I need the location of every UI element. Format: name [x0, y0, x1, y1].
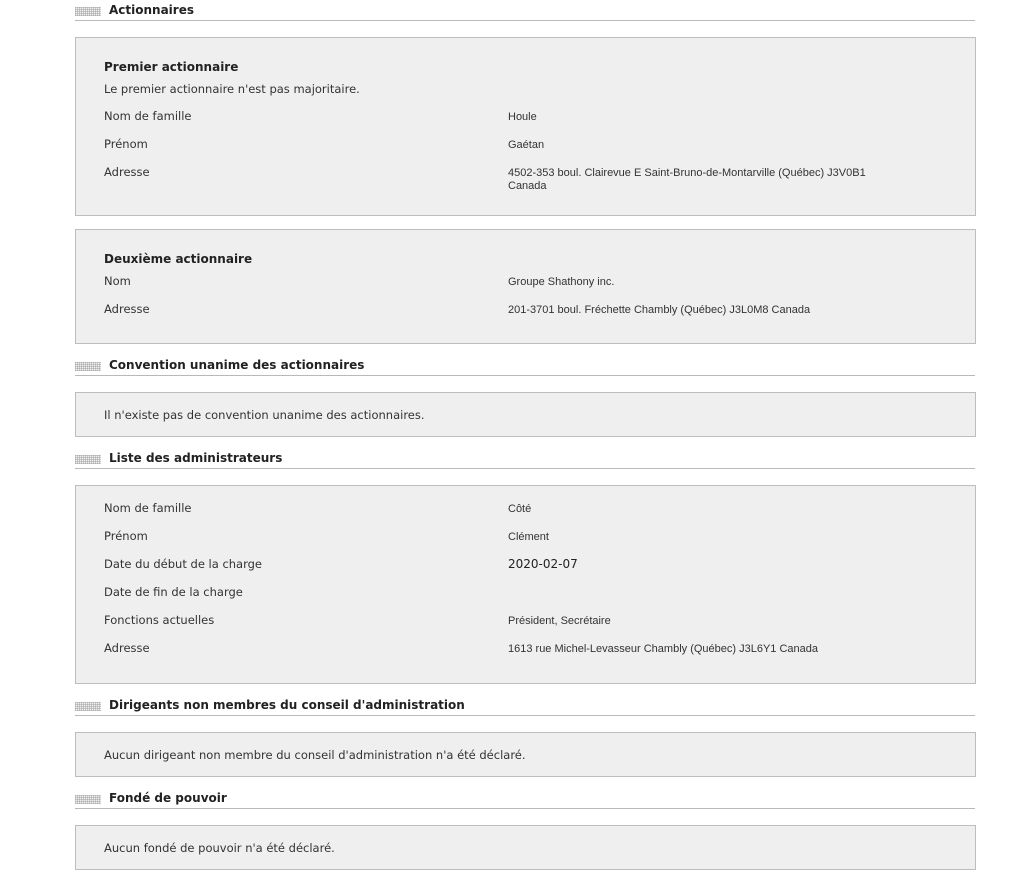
- administrateur-panel: [75, 485, 976, 684]
- premier-actionnaire-note: Le premier actionnaire n'est pas majoritaire.: [104, 82, 360, 96]
- section-grid-icon: [75, 455, 101, 464]
- section-header-actionnaires: [75, 2, 975, 21]
- section-title: Dirigeants non membres du conseil d'administration: [109, 698, 465, 712]
- section-header-dirigeants: [75, 697, 975, 716]
- section-title: Convention unanime des actionnaires: [109, 358, 365, 372]
- field-label-adresse: Adresse: [104, 302, 150, 316]
- convention-panel: [75, 392, 976, 437]
- field-value-date-debut: 2020-02-07: [508, 557, 578, 571]
- field-value-adresse-line2: Canada: [508, 180, 547, 192]
- field-label-nom: Nom: [104, 274, 131, 288]
- field-value-nom: Groupe Shathony inc.: [508, 276, 615, 288]
- fonde-text: Aucun fondé de pouvoir n'a été déclaré.: [104, 841, 335, 855]
- field-value-fonctions: Président, Secrétaire: [508, 615, 611, 627]
- field-label-fonctions: Fonctions actuelles: [104, 613, 215, 627]
- dirigeants-text: Aucun dirigeant non membre du conseil d'administration n'a été déclaré.: [104, 748, 526, 762]
- section-title: Actionnaires: [109, 3, 194, 17]
- field-label-nom-famille: Nom de famille: [104, 501, 192, 515]
- section-header-fonde: [75, 790, 975, 809]
- field-label-prenom: Prénom: [104, 529, 148, 543]
- field-label-adresse: Adresse: [104, 165, 150, 179]
- premier-actionnaire-title: Premier actionnaire: [104, 60, 239, 74]
- field-label-date-fin: Date de fin de la charge: [104, 585, 243, 599]
- field-value-nom-famille: Houle: [508, 111, 537, 123]
- section-grid-icon: [75, 702, 101, 711]
- section-grid-icon: [75, 362, 101, 371]
- fonde-panel: [75, 825, 976, 870]
- field-value-prenom: Clément: [508, 531, 549, 543]
- section-title: Liste des administrateurs: [109, 451, 283, 465]
- premier-actionnaire-panel: [75, 37, 976, 216]
- field-value-adresse: 201-3701 boul. Fréchette Chambly (Québec) J3L0M8 Canada: [508, 304, 811, 316]
- convention-text: Il n'existe pas de convention unanime des actionnaires.: [104, 408, 425, 422]
- deuxieme-actionnaire-title: Deuxième actionnaire: [104, 252, 253, 266]
- field-label-date-debut: Date du début de la charge: [104, 557, 263, 571]
- field-value-nom-famille: Côté: [508, 503, 532, 515]
- field-label-prenom: Prénom: [104, 137, 148, 151]
- field-value-adresse: 1613 rue Michel-Levasseur Chambly (Québec) J3L6Y1 Canada: [508, 643, 819, 655]
- dirigeants-panel: [75, 732, 976, 777]
- section-grid-icon: [75, 7, 101, 16]
- field-label-nom-famille: Nom de famille: [104, 109, 192, 123]
- section-grid-icon: [75, 795, 101, 804]
- section-header-convention: [75, 357, 975, 376]
- field-value-adresse-line1: 4502-353 boul. Clairevue E Saint-Bruno-de-Montarville (Québec) J3V0B1: [508, 167, 866, 179]
- field-label-adresse: Adresse: [104, 641, 150, 655]
- section-header-administrateurs: [75, 450, 975, 469]
- field-value-prenom: Gaétan: [508, 139, 545, 151]
- section-title: Fondé de pouvoir: [109, 791, 227, 805]
- deuxieme-actionnaire-panel: [75, 229, 976, 344]
